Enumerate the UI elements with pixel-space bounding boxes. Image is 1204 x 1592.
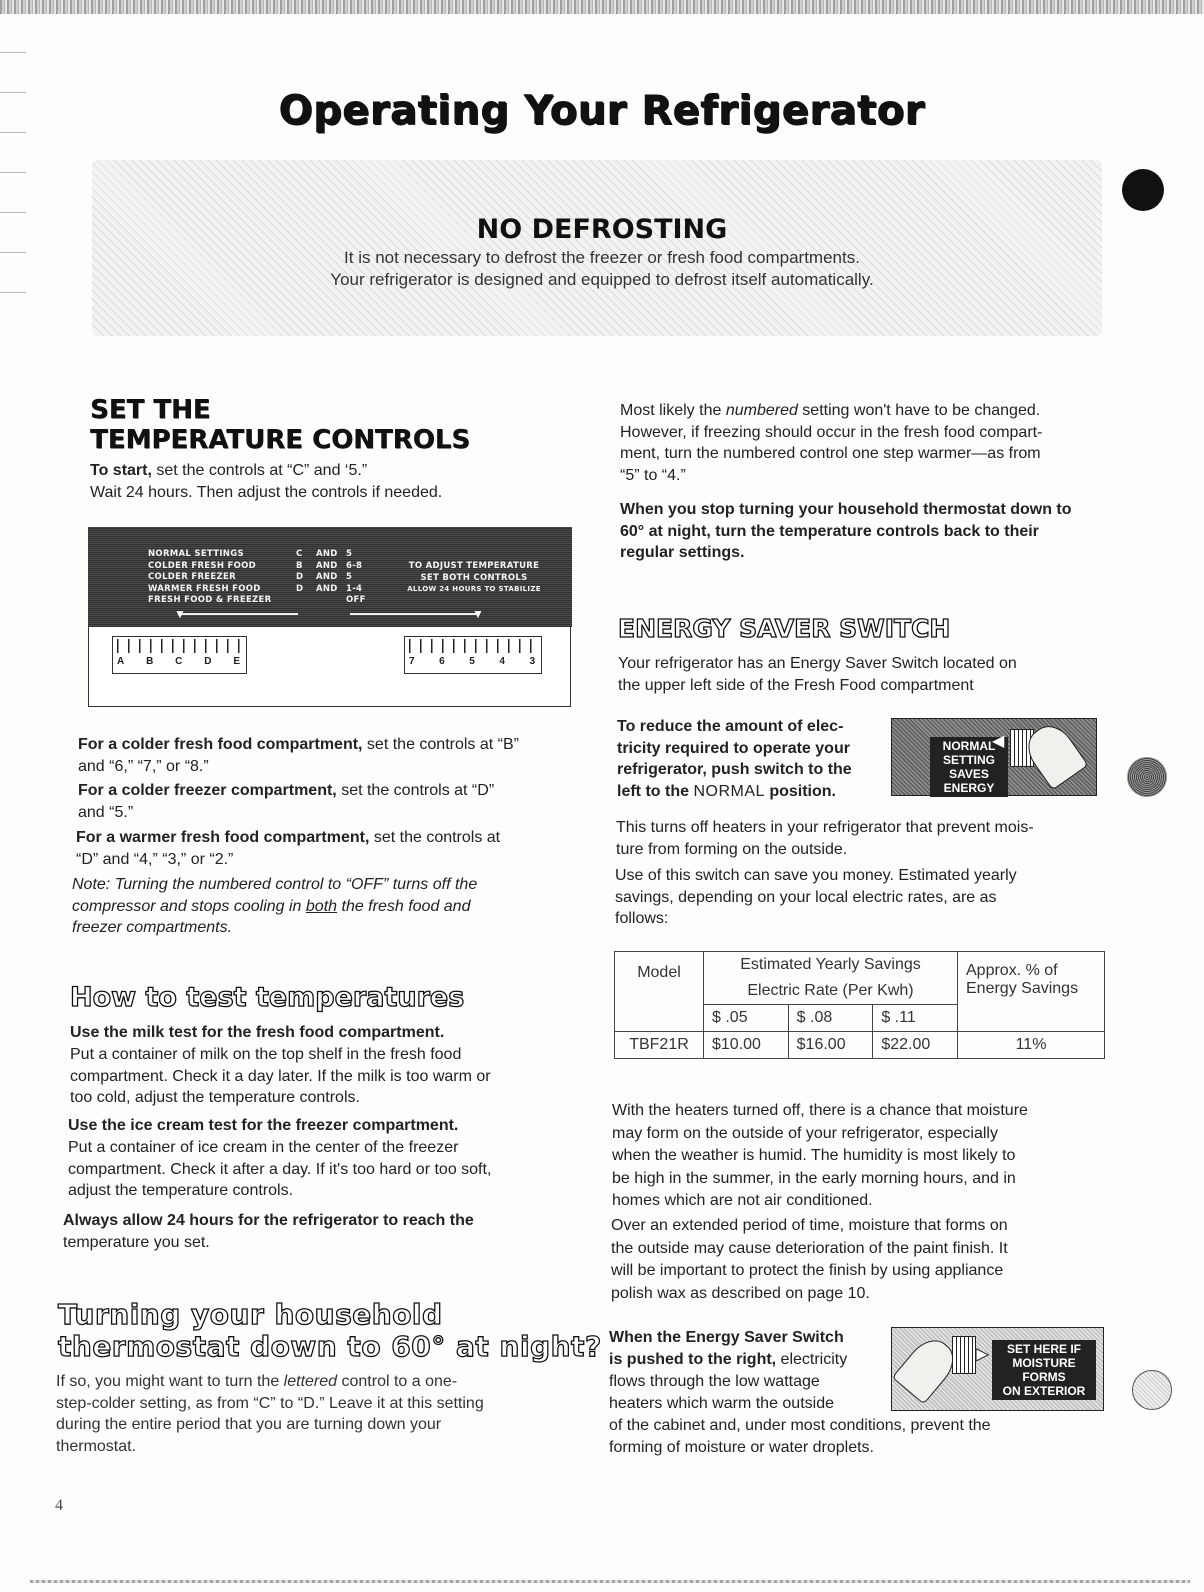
set-controls-heading-2: TEMPERATURE CONTROLS xyxy=(90,425,471,455)
banner-title: NO DEFROSTING xyxy=(476,214,728,245)
estimated-savings-header: Estimated Yearly Savings xyxy=(704,952,958,979)
model-header: Model xyxy=(615,952,704,1032)
ice-cream-test-title: Use the ice cream test for the freezer compartment. xyxy=(68,1117,459,1134)
normal-setting-label: NORMAL SETTING SAVES ENERGY xyxy=(930,737,1008,797)
arrow-left-icon: ◀ xyxy=(992,733,1005,750)
numbered-setting-para: Most likely the numbered setting won't have to be changed. However, if freezing should occur in the fresh food compart- ment, turn the numbered control one step warmer—as from “5” to “4.” xyxy=(620,402,1043,484)
ice-cream-test-body: Put a container of ice cream in the center of the freezer compartment. Check it after a day. If it's too hard or too soft, adjust the temperature controls. xyxy=(68,1139,492,1199)
settings-list xyxy=(148,549,366,607)
lettered-control-dial[interactable] xyxy=(112,636,247,674)
model-cell: TBF21R xyxy=(615,1032,704,1059)
thermostat-heading-1: Turning your household xyxy=(58,1298,443,1331)
rate-cell: $ .08 xyxy=(788,1005,873,1032)
to-start-rest: set the controls at “C” and ‘5.” xyxy=(151,462,368,479)
left-margin-marks xyxy=(0,30,26,310)
paint-finish-para: Over an extended period of time, moisture that forms on the outside may cause deterioration of the paint finish. It will be important to protect the finish by using appliance polish wax as described on page 10. xyxy=(611,1217,1008,1302)
adjust-instructions: TO ADJUST TEMPERATURE SET BOTH CONTROLS ALLOW 24 HOURS TO STABILIZE xyxy=(407,561,541,593)
top-scan-border xyxy=(0,0,1204,14)
off-note: Note: Turning the numbered control to “OFF” turns off the compressor and stops cooling in both the fresh food and freezer compartments. xyxy=(72,876,478,936)
electric-rate-header: Electric Rate (Per Kwh) xyxy=(704,978,958,1005)
setting-row: WARMER FRESH FOOD D AND 1-4 xyxy=(148,583,363,594)
letter-ticks xyxy=(117,639,242,653)
right-arrow-line xyxy=(350,613,476,615)
allow-24-hours: Always allow 24 hours for the refrigerator to reach the temperature you set. xyxy=(63,1212,474,1251)
setting-row: COLDER FREEZER D AND 5 xyxy=(148,572,353,582)
bottom-scan-border xyxy=(30,1580,1190,1583)
setting-row: COLDER FRESH FOOD B AND 6-8 xyxy=(148,560,363,571)
energy-saver-intro: Your refrigerator has an Energy Saver Switch located on the upper left side of the Fresh Food compartment xyxy=(618,655,1017,694)
rate-cell: $ .11 xyxy=(873,1005,958,1032)
table-row xyxy=(615,1032,1105,1059)
moisture-setting-label: SET HERE IF MOISTURE FORMS ON EXTERIOR xyxy=(992,1340,1096,1400)
reduce-electricity-para: To reduce the amount of elec- tricity required to operate your refrigerator, push switch to the left to the NORMAL position. xyxy=(617,718,852,800)
savings-cell: $10.00 xyxy=(704,1032,789,1059)
arrow-right-icon: ▶ xyxy=(976,1346,989,1363)
milk-test-title: Use the milk test for the fresh food compartment. xyxy=(70,1024,445,1041)
colder-freezer-para: For a colder freezer compartment, set the controls at “D” and “5.” xyxy=(78,782,495,821)
to-start-text xyxy=(90,460,367,482)
energy-saver-heading: ENERGY SAVER SWITCH xyxy=(618,614,951,643)
banner-line-2: Your refrigerator is designed and equipped to defrost itself automatically. xyxy=(330,270,874,289)
number-ticks xyxy=(409,639,537,653)
set-controls-heading-1: SET THE xyxy=(90,395,211,425)
left-arrow-line xyxy=(178,613,298,615)
heaters-off-para: This turns off heaters in your refrigerator that prevent mois- ture from forming on the outside. xyxy=(616,819,1034,858)
moisture-switch-illustration xyxy=(891,1327,1104,1411)
savings-cell: $16.00 xyxy=(788,1032,873,1059)
normal-switch-illustration xyxy=(891,718,1097,796)
thermostat-body: If so, you might want to turn the lettered control to a one- step-colder setting, as from “C” to “D.” Leave it at this setting during the entire period that you are turning down your thermostat. xyxy=(56,1373,484,1455)
colder-fresh-food-para: For a colder fresh food compartment, set the controls at “B” and “6,” “7,” or “8.” xyxy=(78,736,519,775)
numbered-control-dial[interactable] xyxy=(404,636,542,674)
thermostat-reminder: When you stop turning your household thermostat down to 60° at night, turn the temperature controls back to their regular settings. xyxy=(620,501,1072,561)
savings-table xyxy=(614,951,1105,1059)
warmer-fresh-food-para: For a warmer fresh food compartment, set the controls at “D” and “4,” “3,” or “2.” xyxy=(76,829,501,868)
milk-test-body: Put a container of milk on the top shelf in the fresh food compartment. Check it a day later. If the milk is too warm or too cold, adjust the temperature controls. xyxy=(70,1046,491,1106)
approx-pct-header: Approx. % of Energy Savings xyxy=(958,952,1105,1032)
savings-intro-para: Use of this switch can save you money. Estimated yearly savings, depending on your local electric rates, are as follows: xyxy=(615,867,1017,927)
arrow-down-left-icon: ▼ xyxy=(174,607,186,621)
black-dot-marker xyxy=(1122,169,1164,211)
rate-cell: $ .05 xyxy=(704,1005,789,1032)
to-start-bold: To start, xyxy=(90,462,152,479)
page-title: Operating Your Refrigerator xyxy=(278,88,926,134)
banner-line-1: It is not necessary to defrost the freezer or fresh food compartments. xyxy=(344,248,860,267)
savings-cell: $22.00 xyxy=(873,1032,958,1059)
letter-labels: A B C D E xyxy=(117,656,240,667)
switch-slot-icon xyxy=(952,1336,976,1374)
thermostat-heading-2: thermostat down to 60° at night? xyxy=(58,1330,602,1363)
control-panel-chart xyxy=(88,527,572,627)
setting-row: NORMAL SETTINGS C AND 5 xyxy=(148,549,353,559)
pct-cell: 11% xyxy=(958,1032,1105,1059)
humidity-para: With the heaters turned off, there is a chance that moisture may form on the outside of your refrigerator, especially when the weather is humid. The humidity is most likely to be high in the summer, in the early morning hours, and in homes which are not air conditioned. xyxy=(612,1102,1028,1209)
gray-dot-marker xyxy=(1127,757,1167,797)
page-number: 4 xyxy=(55,1497,63,1514)
ring-dot-marker xyxy=(1132,1370,1172,1410)
setting-row: FRESH FOOD & FREEZER OFF xyxy=(148,595,366,605)
number-labels: 7 6 5 4 3 xyxy=(409,656,535,667)
arrow-down-right-icon: ▼ xyxy=(472,607,484,621)
wait-text: Wait 24 hours. Then adjust the controls if needed. xyxy=(90,484,443,501)
switch-right-para: When the Energy Saver Switch is pushed to the right, electricity flows through the low wattage heaters which warm the outside of the cabinet and, under most conditions, prevent the forming of moisture or water droplets. xyxy=(609,1329,991,1456)
test-temps-heading: How to test temperatures xyxy=(70,982,465,1013)
